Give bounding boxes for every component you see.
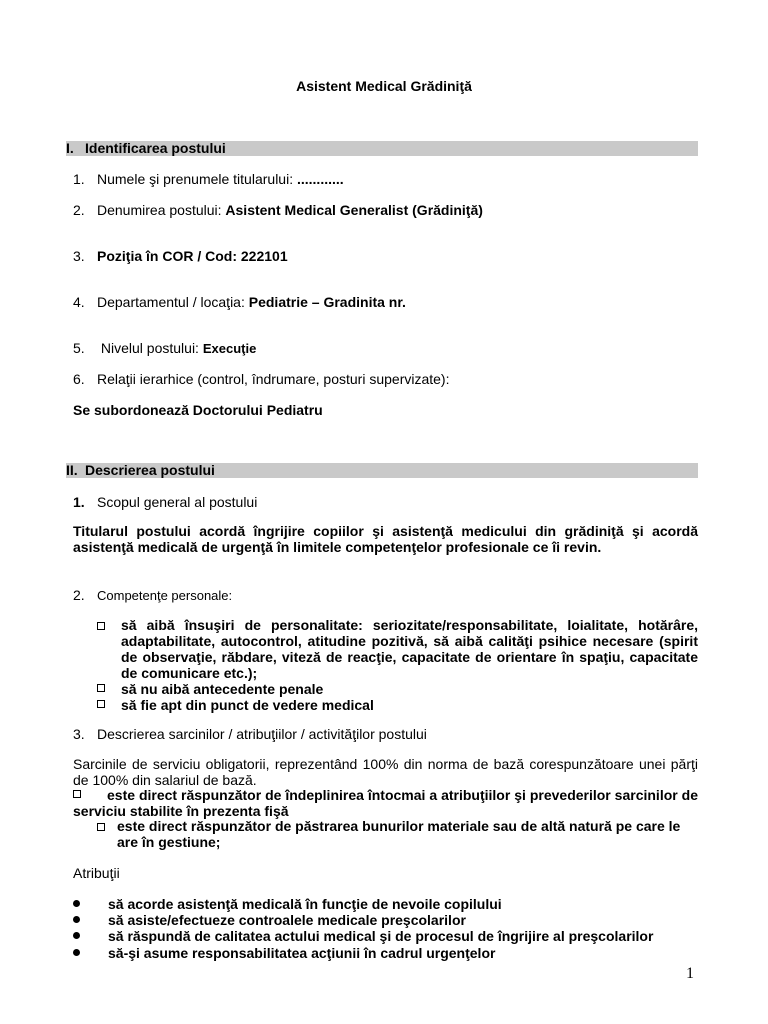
bullet-icon (73, 932, 80, 939)
attributions-heading: Atribuţii (73, 865, 120, 881)
bullet-icon (73, 916, 80, 923)
competence-item: să fie apt din punct de vedere medical (97, 697, 374, 713)
attribution-item: să acorde asistenţă medicală în funcţie de nevoile copilului (73, 896, 502, 912)
attribution-item: să asiste/efectueze controalele medicale preşcolarilor (73, 912, 466, 928)
item-post-name: 2. Denumirea postului: Asistent Medical Generalist (Grădiniţă) (73, 202, 483, 218)
tasks-heading: 3. Descrierea sarcinilor / atribuţiilor / activităţilor postului (73, 726, 427, 742)
checkbox-bullet-icon (97, 823, 105, 831)
scope-heading: 1. Scopul general al postului (73, 494, 258, 510)
section-1-title: Identificarea postului (85, 140, 226, 156)
attribution-item: să răspundă de calitatea actului medical şi de procesul de îngrijire al preşcolarilor (73, 928, 653, 944)
checkbox-bullet-icon (97, 684, 105, 692)
item-name: 1. Numele şi prenumele titularului: ............ (73, 171, 344, 187)
checkbox-bullet-icon (97, 700, 105, 708)
document-title: Asistent Medical Grădiniţă (296, 78, 472, 94)
competence-item: să nu aibă antecedente penale (97, 681, 323, 697)
competences-heading: 2. Competenţe personale: (73, 587, 233, 603)
competence-item: să aibă însuşiri de personalitate: seriozitate/responsabilitate, loialitate, hotărâre, adaptabilitate, autocontrol, atitudine pozitivă, să aibă calităţi psihice necesare (spirit de observaţie, răbdare, viteză de reacţie, capacitate de orientare în spaţiu, capacitate de comunicare etc.); (97, 617, 698, 681)
section-2-title: Descrierea postului (85, 462, 215, 478)
section-1-number: I. (66, 140, 74, 156)
checkbox-bullet-icon (73, 790, 81, 798)
scope-text: Titularul postului acordă îngrijire copiilor şi asistenţă medicului din grădiniţă şi acordă asistenţă medicală de urgenţă în limitele competenţelor profesionale ce îi revin. (73, 523, 698, 555)
task-item: este direct răspunzător de îndeplinirea întocmai a atribuţiilor şi prevederilor sarcinilor de serviciu stabilite în prezenta fişă (73, 787, 698, 819)
subordination: Se subordonează Doctorului Pediatru (73, 402, 323, 418)
bullet-icon (73, 900, 80, 907)
item-level: 5. Nivelul postului: Execuţie (73, 340, 257, 356)
bullet-icon (73, 949, 80, 956)
attribution-item: să-şi asume responsabilitatea acţiunii în cadrul urgenţelor (73, 945, 495, 961)
item-department: 4. Departamentul / locaţia: Pediatrie – Gradinita nr. (73, 294, 406, 310)
page-number: 1 (686, 965, 694, 982)
section-1-heading (66, 141, 698, 156)
item-relations: 6. Relaţii ierarhice (control, îndrumare, posturi supervizate): (73, 371, 450, 387)
task-item: este direct răspunzător de păstrarea bunurilor materiale sau de altă natură pe care le are în gestiune; (97, 818, 698, 850)
tasks-intro: Sarcinile de serviciu obligatorii, reprezentând 100% din norma de bază corespunzătoare unei părţi de 100% din salariul de bază. (73, 756, 698, 788)
item-cor-code: 3. Poziţia în COR / Cod: 222101 (73, 248, 288, 264)
checkbox-bullet-icon (97, 622, 105, 630)
section-2-heading (66, 463, 698, 478)
section-2-number: II. (66, 462, 78, 478)
